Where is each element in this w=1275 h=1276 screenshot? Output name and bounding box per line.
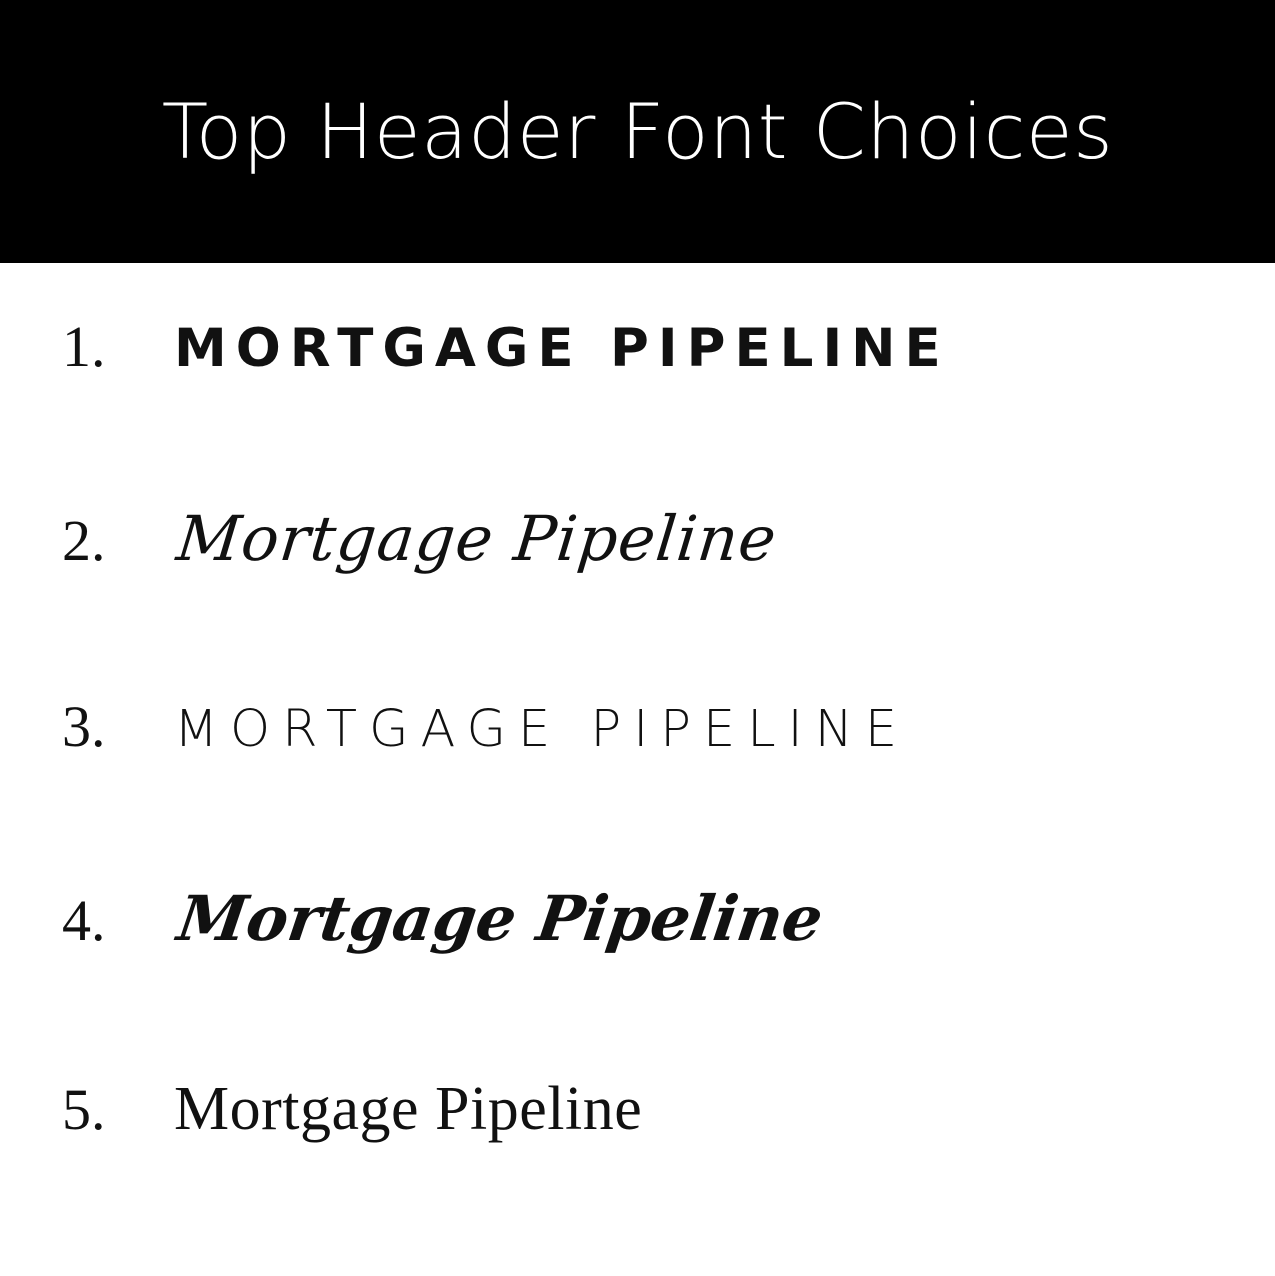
list-item-number: 5. (62, 1077, 106, 1142)
list-item-number: 4. (62, 888, 106, 953)
list-item-number: 2. (62, 508, 106, 573)
font-sample-2: Mortgage Pipeline (173, 502, 781, 575)
list-item-number: 3. (62, 694, 106, 759)
list-item[interactable] (62, 502, 1225, 698)
font-sample-3: MORTGAGE PIPELINE (174, 700, 910, 759)
list-item[interactable] (62, 314, 1225, 508)
page-title: Top Header Font Choices (161, 86, 1114, 176)
font-sample-1: MORTGAGE PIPELINE (174, 318, 950, 379)
font-sample-4: Mortgage Pipeline (173, 882, 828, 955)
list-item-number: 1. (62, 314, 106, 379)
header-band (0, 0, 1275, 263)
font-sample-5: Mortgage Pipeline (174, 1075, 643, 1143)
list-item[interactable] (62, 694, 1225, 888)
list-item[interactable] (62, 1075, 1225, 1268)
list-item[interactable] (62, 882, 1225, 1078)
font-options-list (0, 263, 1275, 1276)
